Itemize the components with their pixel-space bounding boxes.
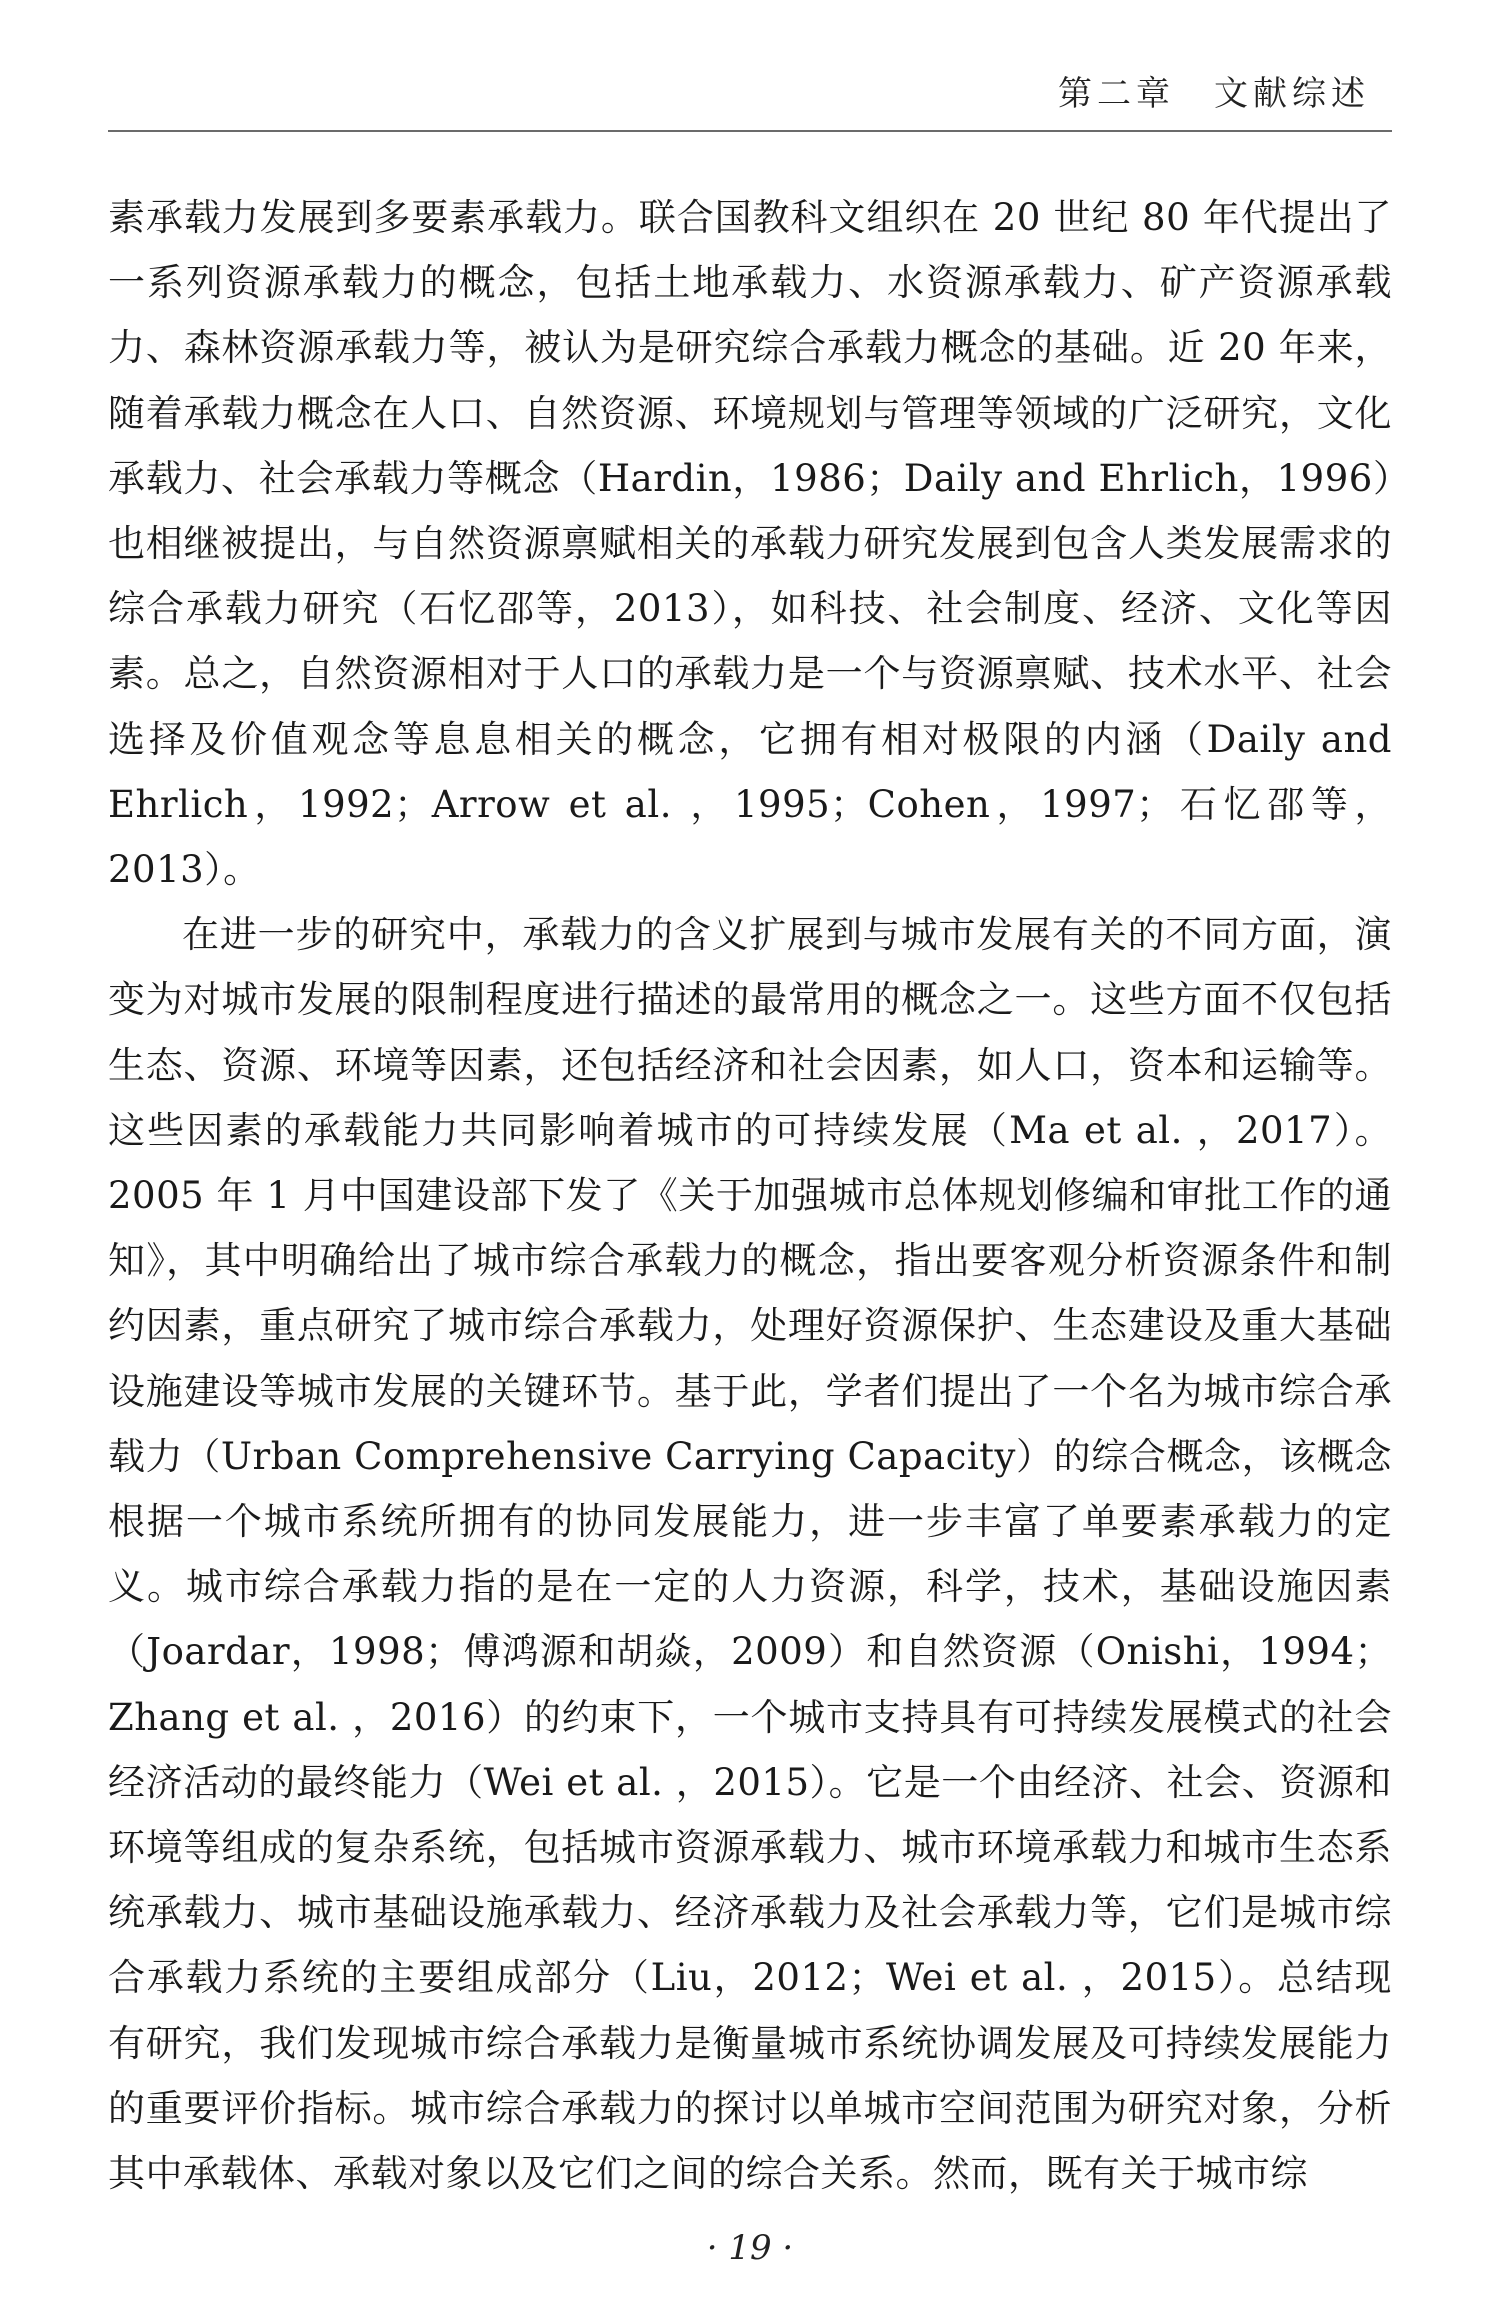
body-text: [108, 185, 1392, 2206]
paragraph-continuation: 素承载力发展到多要素承载力。联合国教科文组织在 20 世纪 80 年代提出了一系列资源承载力的概念，包括土地承载力、水资源承载力、矿产资源承载力、森林资源承载力等，被认为是研究综合承载力概念的基础。近 20 年来，随着承载力概念在人口、自然资源、环境规划与管理等领域的广泛研究，文化承载力、社会承载力等概念（Hardin，1986；Daily and Ehrlich，1996）也相继被提出，与自然资源禀赋相关的承载力研究发展到包含人类发展需求的综合承载力研究（石忆邵等，2013），如科技、社会制度、经济、文化等因素。总之，自然资源相对于人口的承载力是一个与资源禀赋、技术水平、社会选择及价值观念等息息相关的概念，它拥有相对极限的内涵（Daily and Ehrlich，1992；Arrow et al. ，1995；Cohen，1997；石忆邵等，2013）。: [108, 196, 1392, 892]
paragraph: 在进一步的研究中，承载力的含义扩展到与城市发展有关的不同方面，演变为对城市发展的限制程度进行描述的最常用的概念之一。这些方面不仅包括生态、资源、环境等因素，还包括经济和社会因素，如人口，资本和运输等。这些因素的承载能力共同影响着城市的可持续发展（Ma et al. ，2017）。2005 年 1 月中国建设部下发了《关于加强城市总体规划修编和审批工作的通知》，其中明确给出了城市综合承载力的概念，指出要客观分析资源条件和制约因素，重点研究了城市综合承载力，处理好资源保护、生态建设及重大基础设施建设等城市发展的关键环节。基于此，学者们提出了一个名为城市综合承载力（Urban Comprehensive Carrying Capacity）的综合概念，该概念根据一个城市系统所拥有的协同发展能力，进一步丰富了单要素承载力的定义。城市综合承载力指的是在一定的人力资源，科学，技术，基础设施因素（Joardar，1998；傅鸿源和胡焱，2009）和自然资源（Onishi，1994；Zhang et al. ，2016）的约束下，一个城市支持具有可持续发展模式的社会经济活动的最终能力（Wei et al. ，2015）。它是一个由经济、社会、资源和环境等组成的复杂系统，包括城市资源承载力、城市环境承载力和城市生态系统承载力、城市基础设施承载力、经济承载力及社会承载力等，它们是城市综合承载力系统的主要组成部分（Liu，2012；Wei et al. ，2015）。总结现有研究，我们发现城市综合承载力是衡量城市系统协调发展及可持续发展能力的重要评价指标。城市综合承载力的探讨以单城市空间范围为研究对象，分析其中承载体、承载对象以及它们之间的综合关系。然而，既有关于城市综: [108, 913, 1392, 2196]
running-header: 第二章 文献综述: [1058, 74, 1370, 114]
page-number: · 19 ·: [706, 2228, 794, 2268]
header-rule: [108, 130, 1392, 132]
